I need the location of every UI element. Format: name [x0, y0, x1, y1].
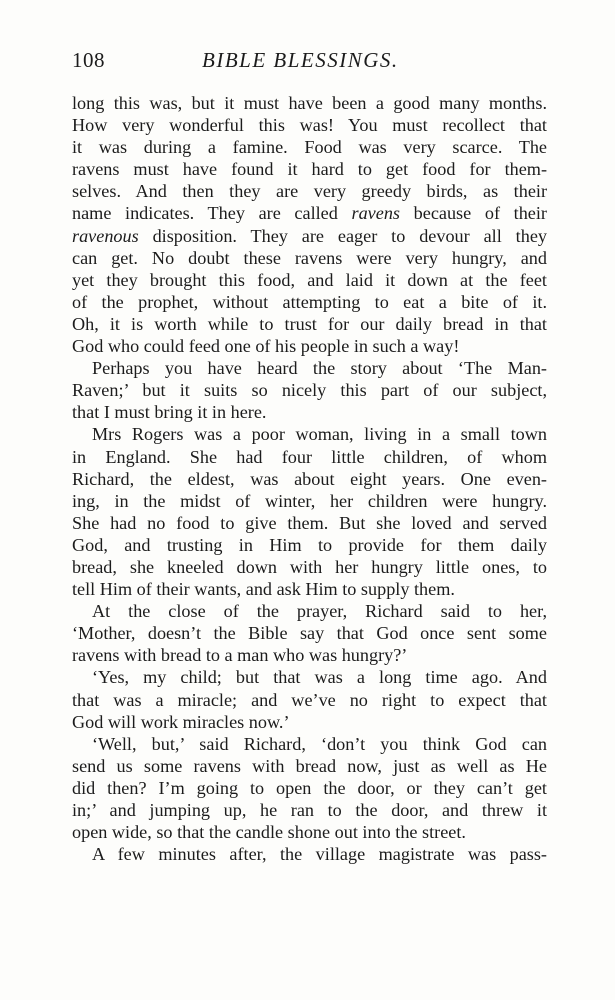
text-line: in England. She had four little children, of whom: [72, 446, 547, 467]
text-line: selves. And then they are very greedy birds, as their: [72, 181, 547, 202]
text-line: can get. No doubt these ravens were very hungry, and: [72, 247, 547, 268]
text-line: ‘Well, but,’ said Richard, ‘don’t you think God can: [92, 733, 547, 754]
text-line: that was a miracle; and we’ve no right to expect that: [72, 689, 547, 710]
text-line: At the close of the prayer, Richard said to her,: [92, 601, 547, 622]
text-line: ‘Mother, doesn’t the Bible say that God once sent some: [72, 623, 547, 644]
text-line: Raven;’ but it suits so nicely this part of our subject,: [72, 380, 547, 401]
text-line: Oh, it is worth while to trust for our daily bread in that: [72, 313, 547, 334]
text-line: She had no food to give them. But she loved and served: [72, 512, 547, 533]
text-line: yet they brought this food, and laid it down at the feet: [72, 269, 547, 290]
text-line: did then? I’m going to open the door, or they can’t get: [72, 777, 547, 798]
text-line: God will work miracles now.’: [72, 711, 290, 732]
text-line: of the prophet, without attempting to eat a bite of it.: [72, 291, 547, 312]
text-line: long this was, but it must have been a good many months.: [72, 93, 547, 113]
text-line: ‘Yes, my child; but that was a long time ago. And: [92, 667, 547, 688]
running-head: [72, 48, 547, 78]
text-line: that I must bring it in here.: [72, 402, 267, 423]
page-number: 108: [72, 48, 105, 72]
text-line: open wide, so that the candle shone out into the street.: [72, 822, 466, 843]
text-line: Perhaps you have heard the story about ‘The Man-: [92, 358, 547, 379]
text-line: name indicates. They are called ravens because of their: [72, 203, 547, 224]
text-line: send us some ravens with bread now, just as well as He: [72, 755, 547, 776]
text-line: bread, she kneeled down with her hungry little ones, to: [72, 556, 547, 577]
text-line: How very wonderful this was! You must recollect that: [72, 115, 547, 136]
text-line: ravens with bread to a man who was hungry?’: [72, 645, 408, 666]
text-line: A few minutes after, the village magistrate was pass-: [92, 844, 547, 865]
text-line: God who could feed one of his people in such a way!: [72, 336, 460, 357]
text-line: Mrs Rogers was a poor woman, living in a small town: [92, 424, 547, 445]
text-line: ravenous disposition. They are eager to devour all they: [72, 225, 547, 246]
text-line: it was during a famine. Food was very scarce. The: [72, 137, 547, 158]
text-line: tell Him of their wants, and ask Him to supply them.: [72, 579, 455, 600]
running-title: BIBLE BLESSINGS.: [202, 48, 399, 72]
body-text: [72, 92, 547, 865]
text-line: Richard, the eldest, was about eight years. One even-: [72, 468, 547, 489]
text-line: ravens must have found it hard to get food for them-: [72, 159, 547, 180]
text-line: in;’ and jumping up, he ran to the door, and threw it: [72, 800, 547, 820]
text-line: ing, in the midst of winter, her children were hungry.: [72, 490, 547, 511]
text-line: God, and trusting in Him to provide for them daily: [72, 534, 547, 555]
